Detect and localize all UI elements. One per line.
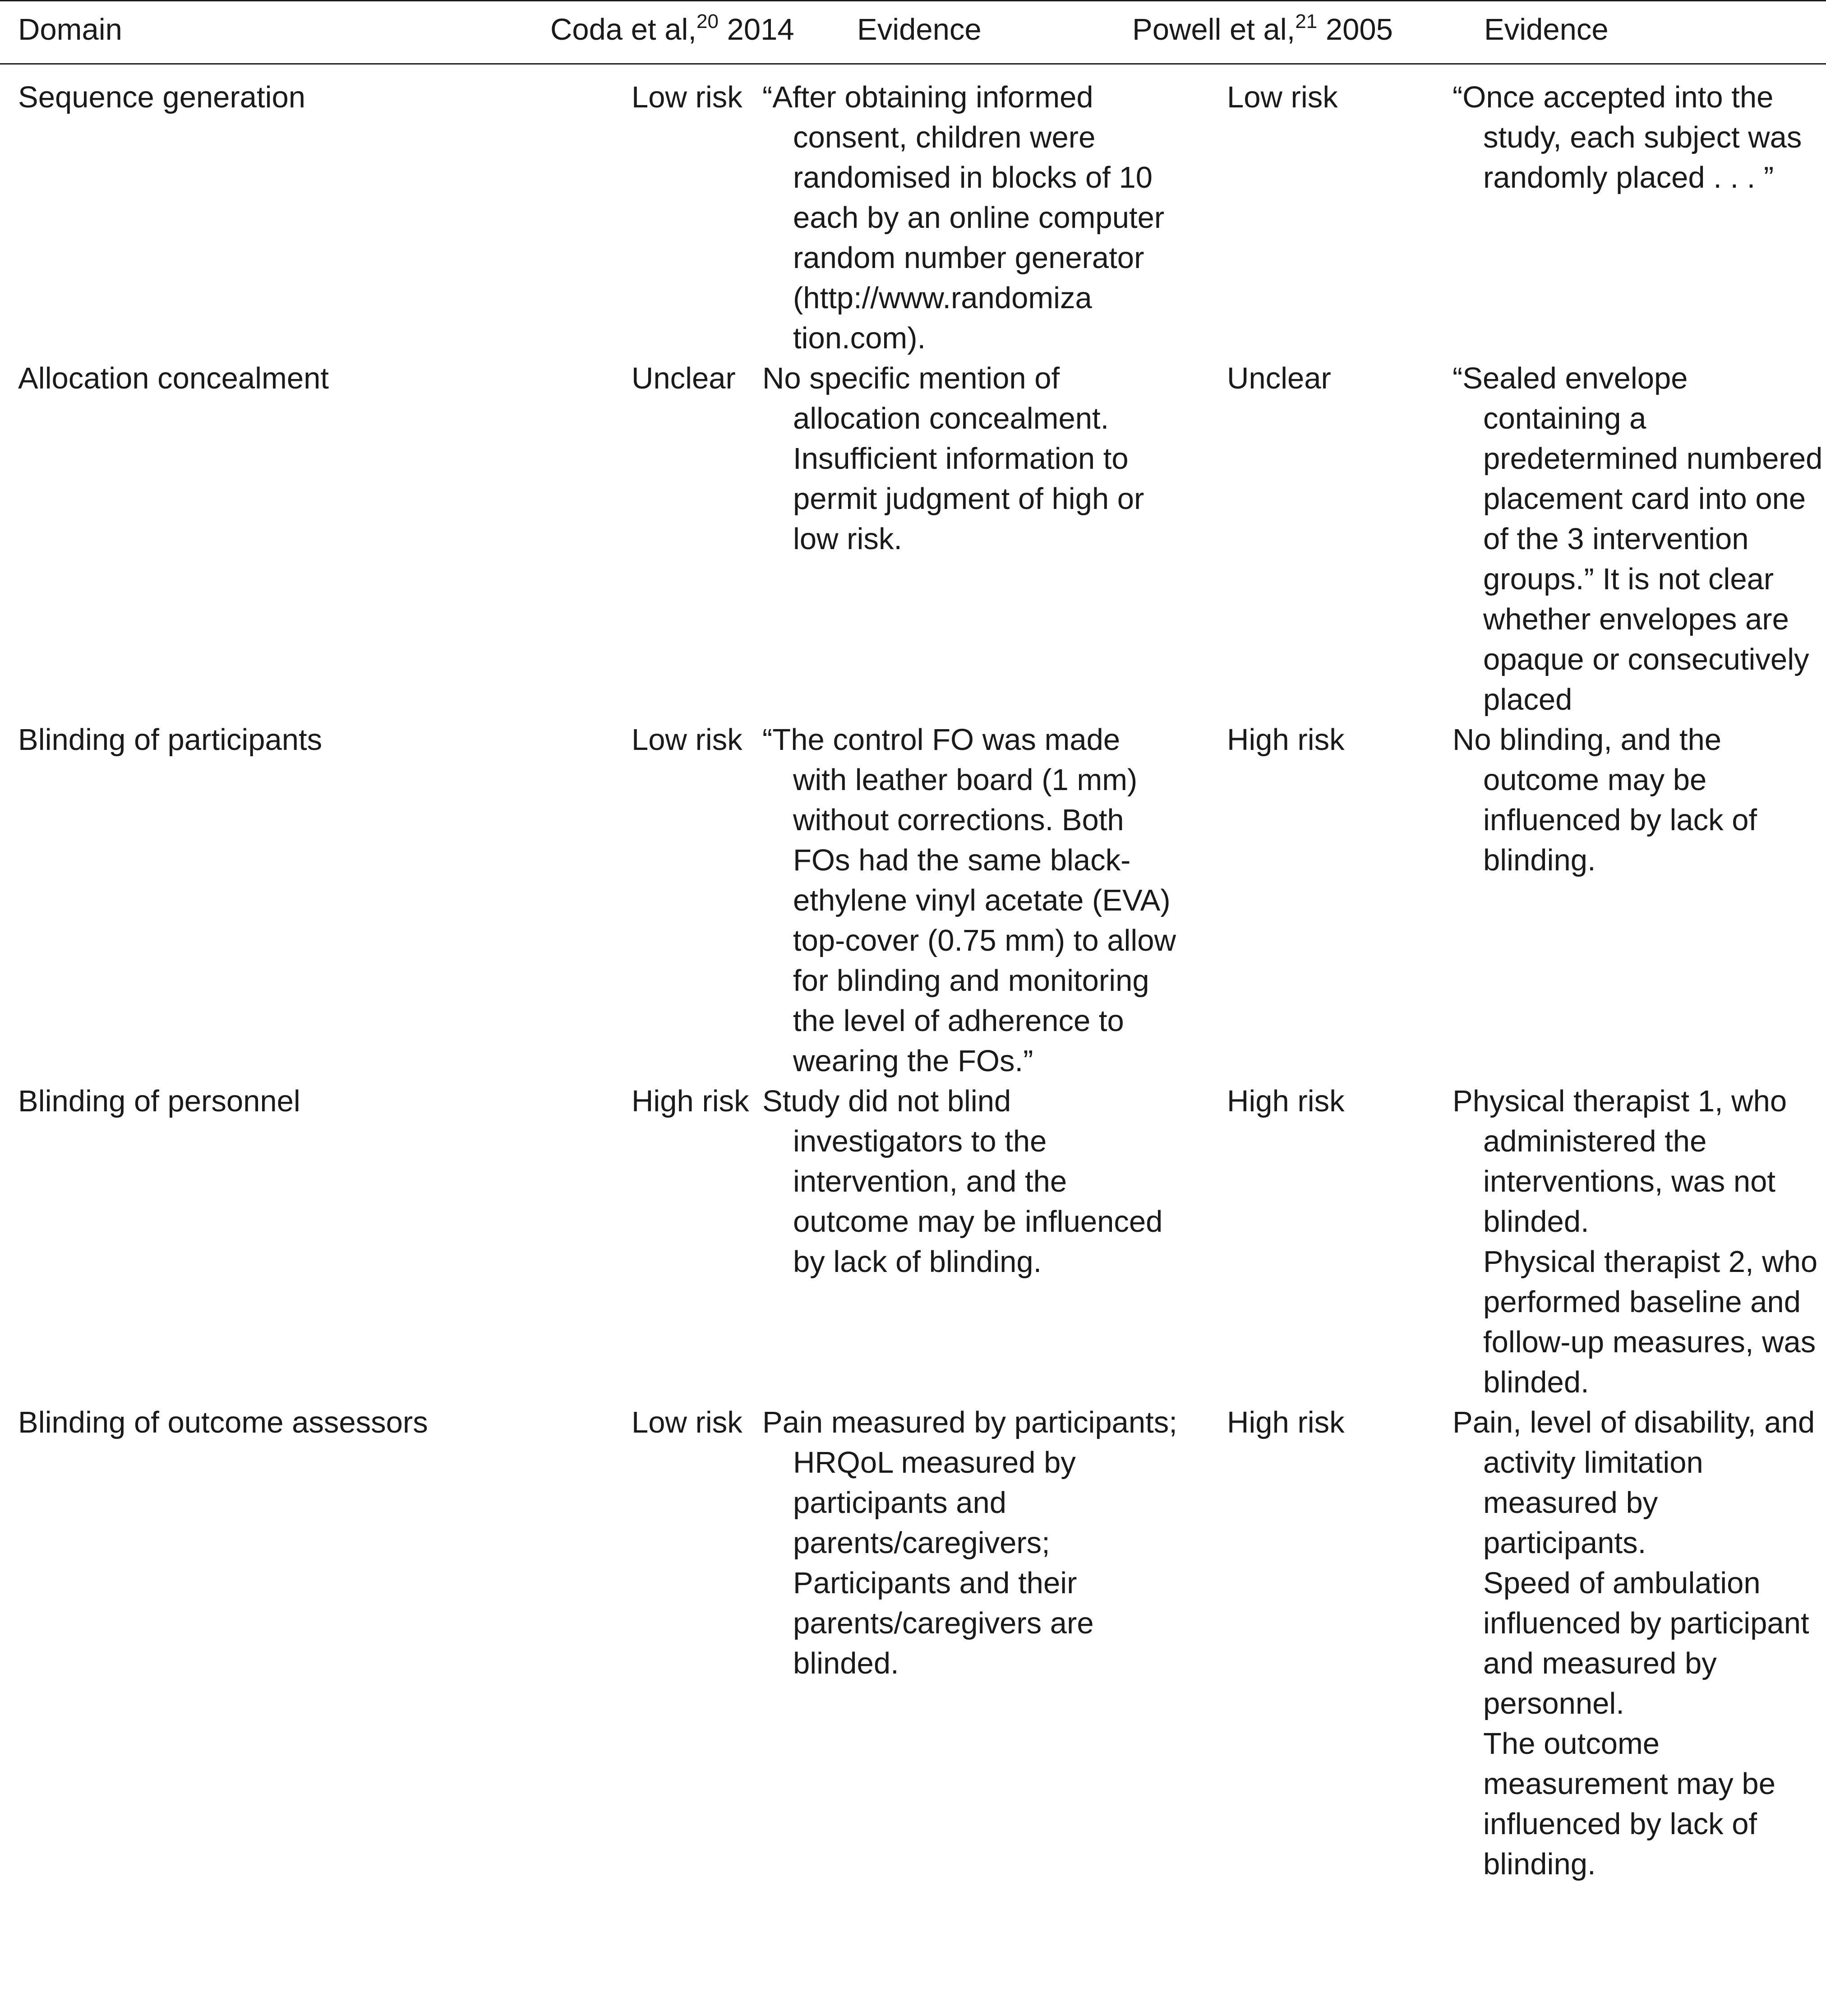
cell-evidence-study1 xyxy=(735,1402,1182,1884)
cell-evidence-study1 xyxy=(735,1081,1182,1402)
table-row xyxy=(0,358,1826,720)
table-row xyxy=(0,720,1826,1081)
cell-evidence-study1 xyxy=(735,720,1182,1081)
evidence-paragraph: “Sealed envelope containing a predetermined numbered placement card into one of the 3 intervention groups.” It is not clear whether envelopes are opaque or consecutively placed xyxy=(1452,361,1823,717)
cell-evidence-study2 xyxy=(1358,358,1826,720)
table-header xyxy=(0,1,1826,64)
evidence-paragraph: “Once accepted into the study, each subject was randomly placed . . . ” xyxy=(1452,80,1802,194)
header-study2-year: 2005 xyxy=(1317,13,1393,46)
header-study1-ref: 20 xyxy=(696,10,719,32)
header-study1-name: Coda et al, xyxy=(550,13,697,46)
cell-evidence-study1 xyxy=(735,64,1182,359)
cell-risk-study1: Low risk xyxy=(632,1406,742,1439)
evidence-paragraph: Pain, level of disability, and activity limitation measured by participants. xyxy=(1452,1406,1815,1560)
header-row xyxy=(0,1,1826,64)
header-study2 xyxy=(1132,1,1393,64)
evidence-paragraph: Physical therapist 2, who performed baseline and follow-up measures, was blinded. xyxy=(1483,1245,1818,1399)
table-body xyxy=(0,64,1826,1885)
evidence-paragraph: Physical therapist 1, who administered the interventions, was not blinded. xyxy=(1452,1084,1787,1239)
cell-risk-study2: Low risk xyxy=(1227,80,1338,114)
cell-domain: Blinding of outcome assessors xyxy=(18,1406,428,1439)
cell-risk-study1: High risk xyxy=(632,1084,749,1118)
cell-domain: Blinding of participants xyxy=(18,723,323,757)
cell-risk-study2: Unclear xyxy=(1227,361,1331,395)
evidence-paragraph: The outcome measurement may be influenced by lack of blinding. xyxy=(1483,1727,1775,1881)
table-row xyxy=(0,1402,1826,1884)
table-row xyxy=(0,64,1826,359)
cell-domain: Sequence generation xyxy=(18,80,306,114)
cell-risk-study2: High risk xyxy=(1227,1084,1345,1118)
cell-evidence-study2 xyxy=(1358,64,1826,359)
evidence-paragraph: Study did not blind investigators to the intervention, and the outcome may be influenced by lack of blinding. xyxy=(762,1084,1163,1279)
cell-evidence-study2 xyxy=(1358,720,1826,1081)
header-study2-name: Powell et al, xyxy=(1132,13,1296,46)
cell-evidence-study2 xyxy=(1358,1402,1826,1884)
header-study2-ref: 21 xyxy=(1295,10,1318,32)
cell-evidence-study2 xyxy=(1358,1081,1826,1402)
evidence-paragraph: No specific mention of allocation concealment. Insufficient information to permit judgment of high or low risk. xyxy=(762,361,1144,556)
table-row xyxy=(0,1081,1826,1402)
cell-evidence-study1 xyxy=(735,358,1182,720)
cell-risk-study1: Unclear xyxy=(632,361,736,395)
header-evidence2: Evidence xyxy=(1484,13,1609,46)
cell-risk-study1: Low risk xyxy=(632,80,742,114)
cell-risk-study1: Low risk xyxy=(632,723,742,757)
cell-risk-study2: High risk xyxy=(1227,723,1345,757)
evidence-paragraph: No blinding, and the outcome may be influenced by lack of blinding. xyxy=(1452,723,1757,877)
evidence-paragraph: Pain measured by participants; xyxy=(762,1406,1177,1439)
header-evidence1: Evidence xyxy=(857,13,982,46)
evidence-paragraph: “After obtaining informed consent, children were randomised in blocks of 10 each by an online computer random number generator (http://www.randomiza tion.com). xyxy=(762,80,1165,355)
evidence-paragraph: Speed of ambulation influenced by participant and measured by personnel. xyxy=(1483,1566,1809,1720)
cell-risk-study2: High risk xyxy=(1227,1406,1345,1439)
evidence-paragraph: “The control FO was made with leather board (1 mm) without corrections. Both FOs had the same black-ethylene vinyl acetate (EVA) top-cover (0.75 mm) to allow for blinding and monitoring the level of adherence to wearing the FOs.” xyxy=(762,723,1176,1078)
header-study1-year: 2014 xyxy=(719,13,794,46)
cell-domain: Allocation concealment xyxy=(18,361,329,395)
cell-domain: Blinding of personnel xyxy=(18,1084,300,1118)
header-study1 xyxy=(523,1,794,64)
header-domain: Domain xyxy=(18,13,122,46)
evidence-paragraph: Participants and their parents/caregivers are blinded. xyxy=(793,1566,1094,1680)
evidence-paragraph: HRQoL measured by participants and parents/caregivers; xyxy=(793,1446,1076,1560)
